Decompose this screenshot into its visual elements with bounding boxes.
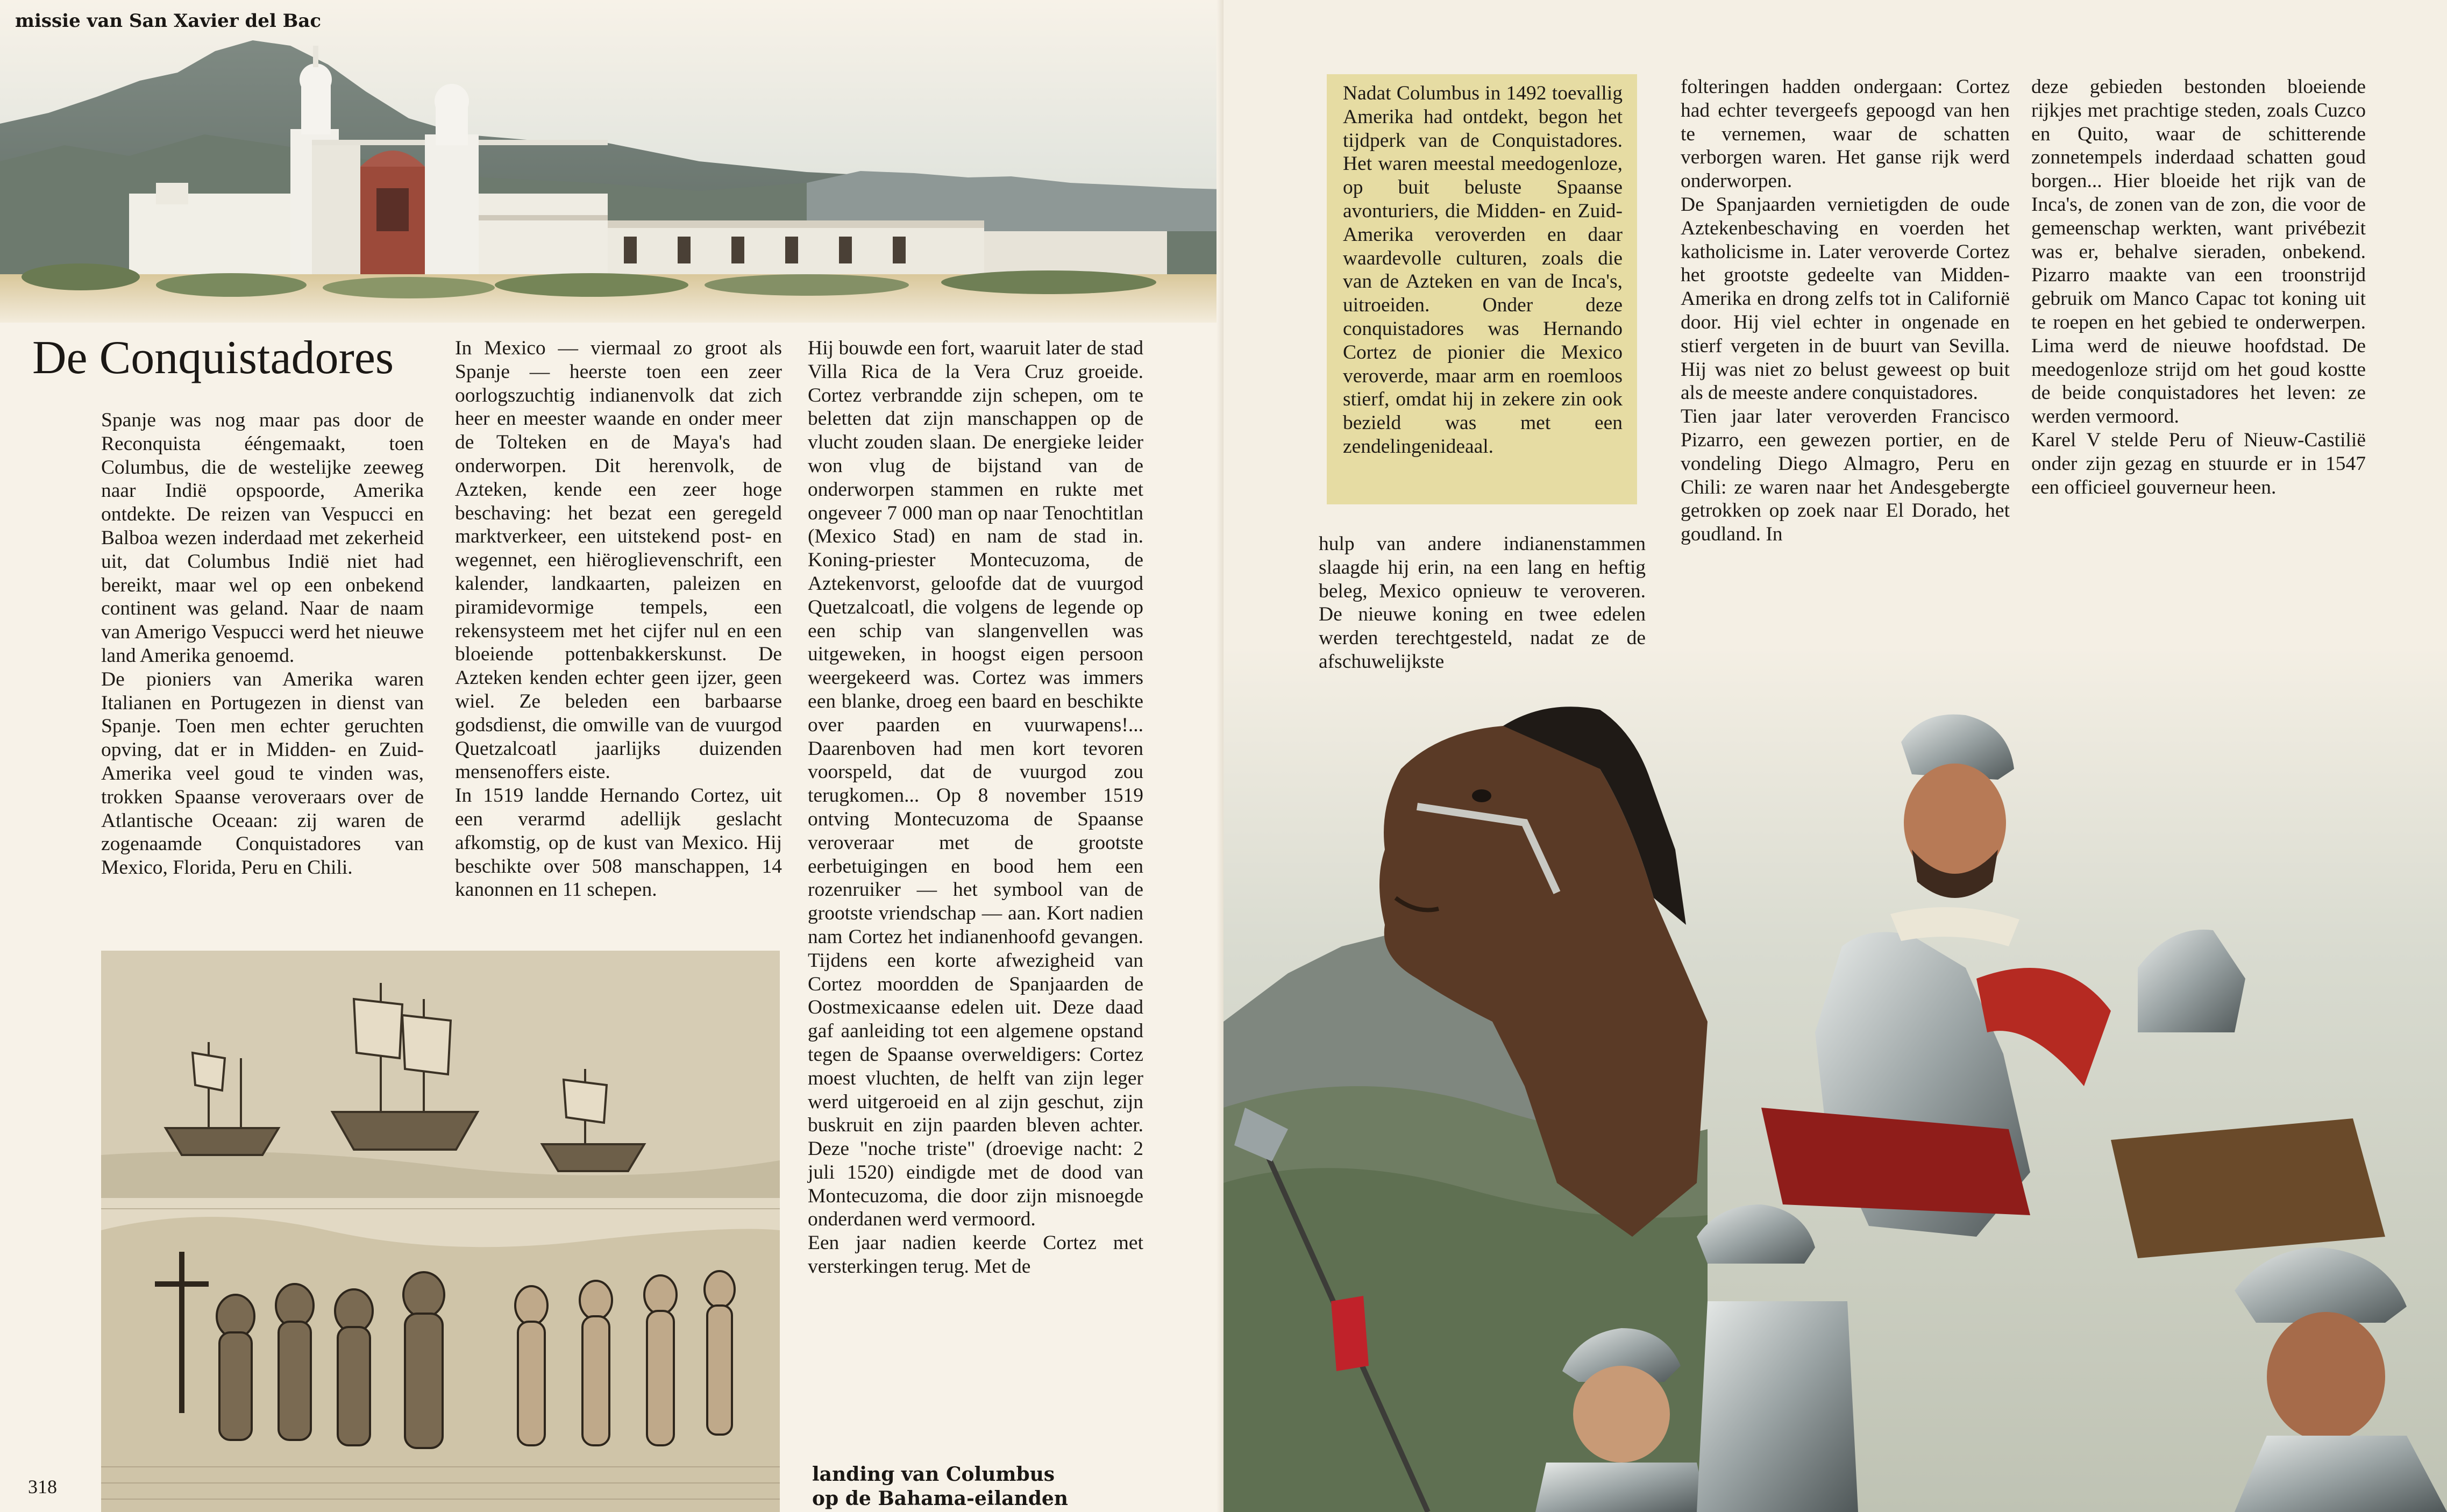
bottom-caption: [812, 1463, 1068, 1511]
page-number: 318: [28, 1476, 57, 1497]
right-column-3: [2031, 75, 2366, 499]
paragraph: Karel V stelde Peru of Nieuw-Castilië onder zijn gezag en stuurde er in 1547 een officieel gouverneur heen.: [2031, 429, 2366, 498]
paragraph: Hij bouwde een fort, waaruit later de stad Villa Rica de la Vera Cruz groeide. Cortez verbrandde zijn schepen, om te beletten dat zijn manschappen op de vlucht zouden slaan. De energieke leider won vlug de bijstand van de onderworpen stammen en rukte met ongeveer 7 000 man op naar Tenochtitlan (Mexico Stad) en nam de stad in. Koning-priester Montecuzoma, de Aztekenvorst, geloofde dat de vuurgod Quetzalcoatl, die volgens de legende op een schip van slangenvellen was uitgeweken, in hoogst eigen persoon weergekeerd was. Cortez was immers een blanke, droeg een baard en beschikte over paarden en vuurwapens!... Daarenboven had men kort tevoren voorspeld, dat de vuurgod zou terugkomen... Op 8 november 1519 ontving Montecuzoma de Spaanse veroveraar met de grootste eerbetuigingen en bood hem een rozenruiker — het symbool van de grootste vriendschap — aan. Kort nadien nam Cortez het indianenhoofd gevangen. Tijdens een korte afwezigheid van Cortez moordden de Spanjaarden de Oostmexicaanse edelen uit. Deze daad gaf aanleiding tot een algemene opstand tegen de Spaanse overweldigers: Cortez moest vluchten, de helft van zijn leger werd uitgeroeid en al zijn geschut, zijn buskruit en zijn paarden bleven achter. Deze "noche triste" (droevige nacht: 2 juli 1520) eindigde met de dood van Montecuzoma, die door zijn misnoegde onderdanen werd vermoord.: [808, 337, 1143, 1231]
paragraph: Een jaar nadien keerde Cortez met versterkingen terug. Met de: [808, 1232, 1143, 1278]
top-caption: missie van San Xavier del Bac: [15, 10, 322, 32]
right-column-1: [1319, 532, 1646, 674]
bottom-caption-line-1: landing van Columbus: [812, 1463, 1055, 1486]
highlight-box: [1327, 74, 1637, 504]
left-column-2: [455, 337, 782, 902]
paragraph: folteringen hadden ondergaan: Cortez had echter tevergeefs gepoogd van hen te vernemen, waar de schatten verborgen waren. Het ganse rijk werd onderworpen.: [1681, 76, 2010, 192]
paragraph: In 1519 landde Hernando Cortez, uit een verarmd adellijk geslacht afkomstig, op de kust van Mexico. Hij beschikte over 508 manschappen, 14 kanonnen en 11 schepen.: [455, 784, 782, 901]
paragraph: hulp van andere indianenstammen slaagde hij erin, na een lang en heftig beleg, Mexico opnieuw te veroveren. De nieuwe koning en twee edelen werden terechtgesteld, nadat ze de afschuwelijkste: [1319, 533, 1646, 673]
paragraph: Spanje was nog maar pas door de Reconquista ééngemaakt, toen Columbus, die de westelijke zeeweg naar Indië opspoorde, Amerika ontdekte. De reizen van Vespucci en Balboa wezen inderdaad met zekerheid uit, dat Columbus Indië niet had bereikt, maar wel op een onbekend continent was geland. Naar de naam van Amerigo Vespucci werd het nieuwe land Amerika genoemd.: [101, 409, 424, 667]
left-column-3: [808, 337, 1143, 1279]
left-column-1: [101, 409, 424, 880]
right-column-2: [1681, 75, 2010, 546]
paragraph: De Spanjaarden vernietigden de oude Aztekenbeschaving en voerden het katholicisme in. Later veroverde Cortez het grootste gedeelte van Midden-Amerika en drong zelfs tot in Californië door. Hij viel echter in ongenade en stierf vergeten in de buurt van Sevilla. Hij was niet zo belust geweest op buit als de meeste andere conquistadores.: [1681, 193, 2010, 404]
paragraph: De pioniers van Amerika waren Italianen en Portugezen in dienst van Spanje. Toen men echter geruchten opving, dat er in Midden- en Zuid-Amerika veel goud te vinden was, trokken Spaanse veroveraars over de Atlantische Oceaan: zij waren de zogenaamde Conquistadores van Mexico, Florida, Peru en Chili.: [101, 668, 424, 879]
paragraph: Tien jaar later veroverden Francisco Pizarro, een gewezen portier, en de vondeling Diego Almagro, Peru en Chili: ze waren naar het Andesgebergte getrokken op zoek naar El Dorado, het goudland. In: [1681, 405, 2010, 546]
paragraph: deze gebieden bestonden bloeiende rijkjes met prachtige steden, zoals Cuzco en Quito, waar de schitterende zonnetempels inderdaad schatten goud borgen... Hier bloeide het rijk van de Inca's, de zonen van de zon, die voor de gemeenschap werkten, want privébezit was er, behalve sieraden, onbekend. Pizarro maakte van een troonstrijd gebruik om Manco Capac tot koning uit te roepen en het gebied te onderwerpen. Lima werd de nieuwe hoofdstad. De meedogenloze strijd om het goud kostte de beide conquistadores het leven: ze werden vermoord.: [2031, 76, 2366, 428]
paragraph: In Mexico — viermaal zo groot als Spanje — heerste toen een zeer oorlogszuchtig indianenvolk dat zich heer en meester waande en onder meer de Tolteken en de Maya's had onderworpen. Dit herenvolk, de Azteken, kende een zeer hoge beschaving: het bezat een geregeld marktverkeer, een uitstekend post- en wegennet, een hiëroglievenschrift, een kalender, landkaarten, paleizen en piramidevormige tempels, een rekensysteem met het cijfer nul en een bloeiende pottenbakkerskunst. De Azteken kenden echter geen ijzer, geen wiel. Ze beleden een barbaarse godsdienst, die omwille van de vuurgod Quetzalcoatl jaarlijks duizenden mensenoffers eiste.: [455, 337, 782, 783]
columbus-landing-illustration: [101, 951, 780, 1512]
highlight-box-text: [1343, 82, 1623, 459]
bottom-caption-line-2: op de Bahama-eilanden: [812, 1487, 1068, 1510]
mission-illustration: [0, 0, 1224, 323]
right-page: [1224, 0, 2447, 1512]
paragraph: Nadat Columbus in 1492 toevallig Amerika had ontdekt, begon het tijdperk van de Conquistadores. Het waren meestal meedogenloze, op buit beluste Spaanse avonturiers, die Midden- en Zuid-Amerika veroverden en daar waardevolle culturen, zoals die van de Azteken en van de Inca's, uitroeiden. Onder deze conquistadores was Hernando Cortez de pionier die Mexico veroverde, maar arm en roemloos stierf, omdat hij in zekere zin ook bezield was met een zendelingenideaal.: [1343, 82, 1623, 458]
page-title: De Conquistadores: [32, 332, 394, 384]
conquistadors-illustration: [1224, 645, 2447, 1512]
